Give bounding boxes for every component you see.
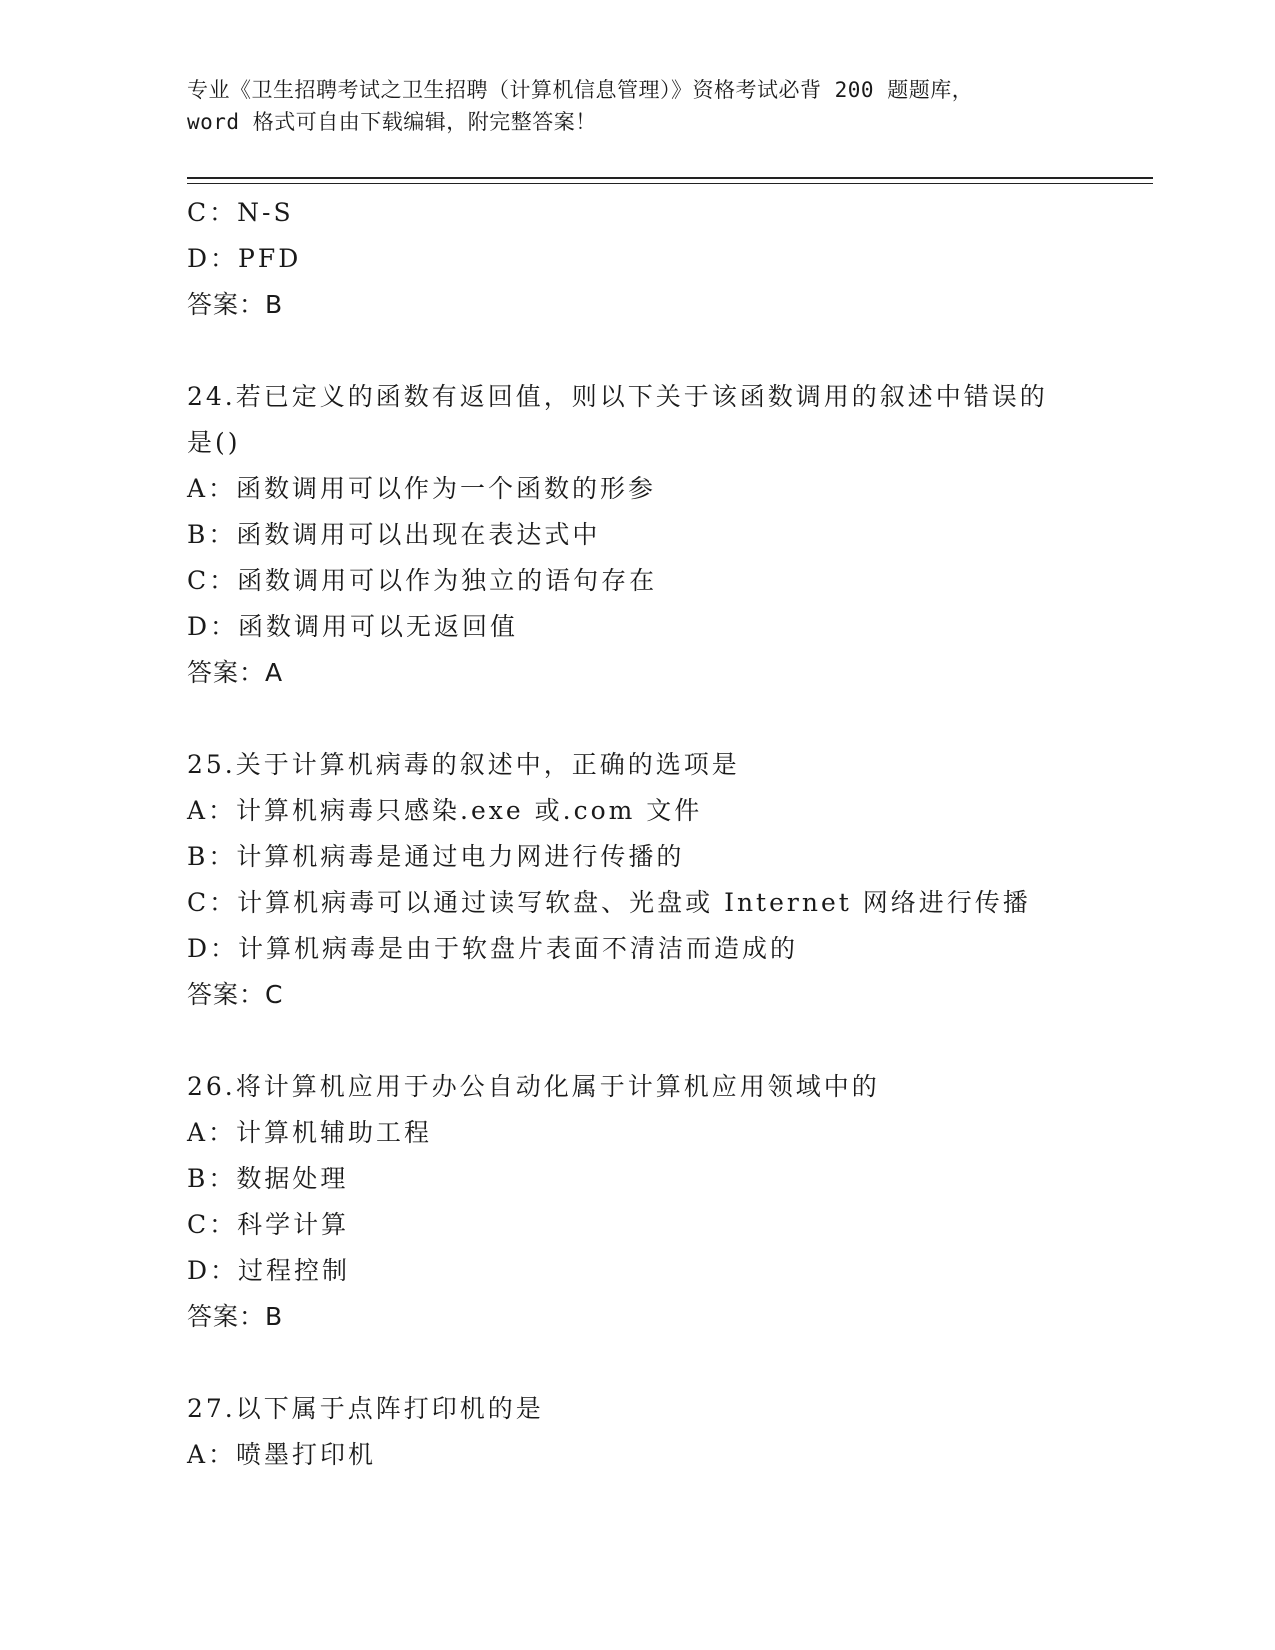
- question-stem: 26.将计算机应用于办公自动化属于计算机应用领域中的: [187, 1072, 880, 1101]
- option-c: C：函数调用可以作为独立的语句存在: [187, 566, 658, 595]
- option-c: C：N-S: [187, 198, 294, 227]
- option-b: B：函数调用可以出现在表达式中: [187, 520, 601, 549]
- answer-label: 答案：A: [187, 658, 284, 687]
- question-stem: 25.关于计算机病毒的叙述中，正确的选项是: [187, 750, 740, 779]
- question-stem: 24.若已定义的函数有返回值，则以下关于该函数调用的叙述中错误的: [187, 382, 1048, 411]
- option-d: D：过程控制: [187, 1256, 351, 1285]
- header-title-line-1: 专业《卫生招聘考试之卫生招聘（计算机信息管理）》资格考试必背 200 题题库，: [187, 78, 974, 102]
- spacer: [187, 328, 1147, 374]
- question-stem-continued: 是(): [187, 428, 241, 457]
- question-list: [187, 190, 1147, 1478]
- option-d: D：函数调用可以无返回值: [187, 612, 519, 641]
- option-b: B：数据处理: [187, 1164, 349, 1193]
- answer-label: 答案：B: [187, 290, 284, 319]
- question-25: [187, 742, 1147, 1018]
- answer-label: 答案：C: [187, 980, 284, 1009]
- question-27: [187, 1386, 1147, 1478]
- answer-label: 答案：B: [187, 1302, 284, 1331]
- spacer: [187, 1018, 1147, 1064]
- question-stem: 27.以下属于点阵打印机的是: [187, 1394, 544, 1423]
- spacer: [187, 1340, 1147, 1386]
- question-24: [187, 374, 1147, 696]
- option-d: D：PFD: [187, 244, 302, 273]
- header-title-line-2: word 格式可自由下载编辑，附完整答案！: [187, 110, 597, 134]
- option-c: C：计算机病毒可以通过读写软盘、光盘或 Internet 网络进行传播: [187, 888, 1031, 917]
- header-divider-thick: [187, 177, 1153, 179]
- question-26: [187, 1064, 1147, 1340]
- option-a: A：计算机病毒只感染.exe 或.com 文件: [187, 796, 703, 825]
- header-divider-thin: [187, 183, 1153, 184]
- option-a: A：喷墨打印机: [187, 1440, 377, 1469]
- option-a: A：计算机辅助工程: [187, 1118, 433, 1147]
- spacer: [187, 696, 1147, 742]
- option-a: A：函数调用可以作为一个函数的形参: [187, 474, 657, 503]
- document-header: [187, 74, 1087, 138]
- question-23-tail: [187, 190, 1147, 328]
- option-d: D：计算机病毒是由于软盘片表面不清洁而造成的: [187, 934, 799, 963]
- option-b: B：计算机病毒是通过电力网进行传播的: [187, 842, 685, 871]
- option-c: C：科学计算: [187, 1210, 350, 1239]
